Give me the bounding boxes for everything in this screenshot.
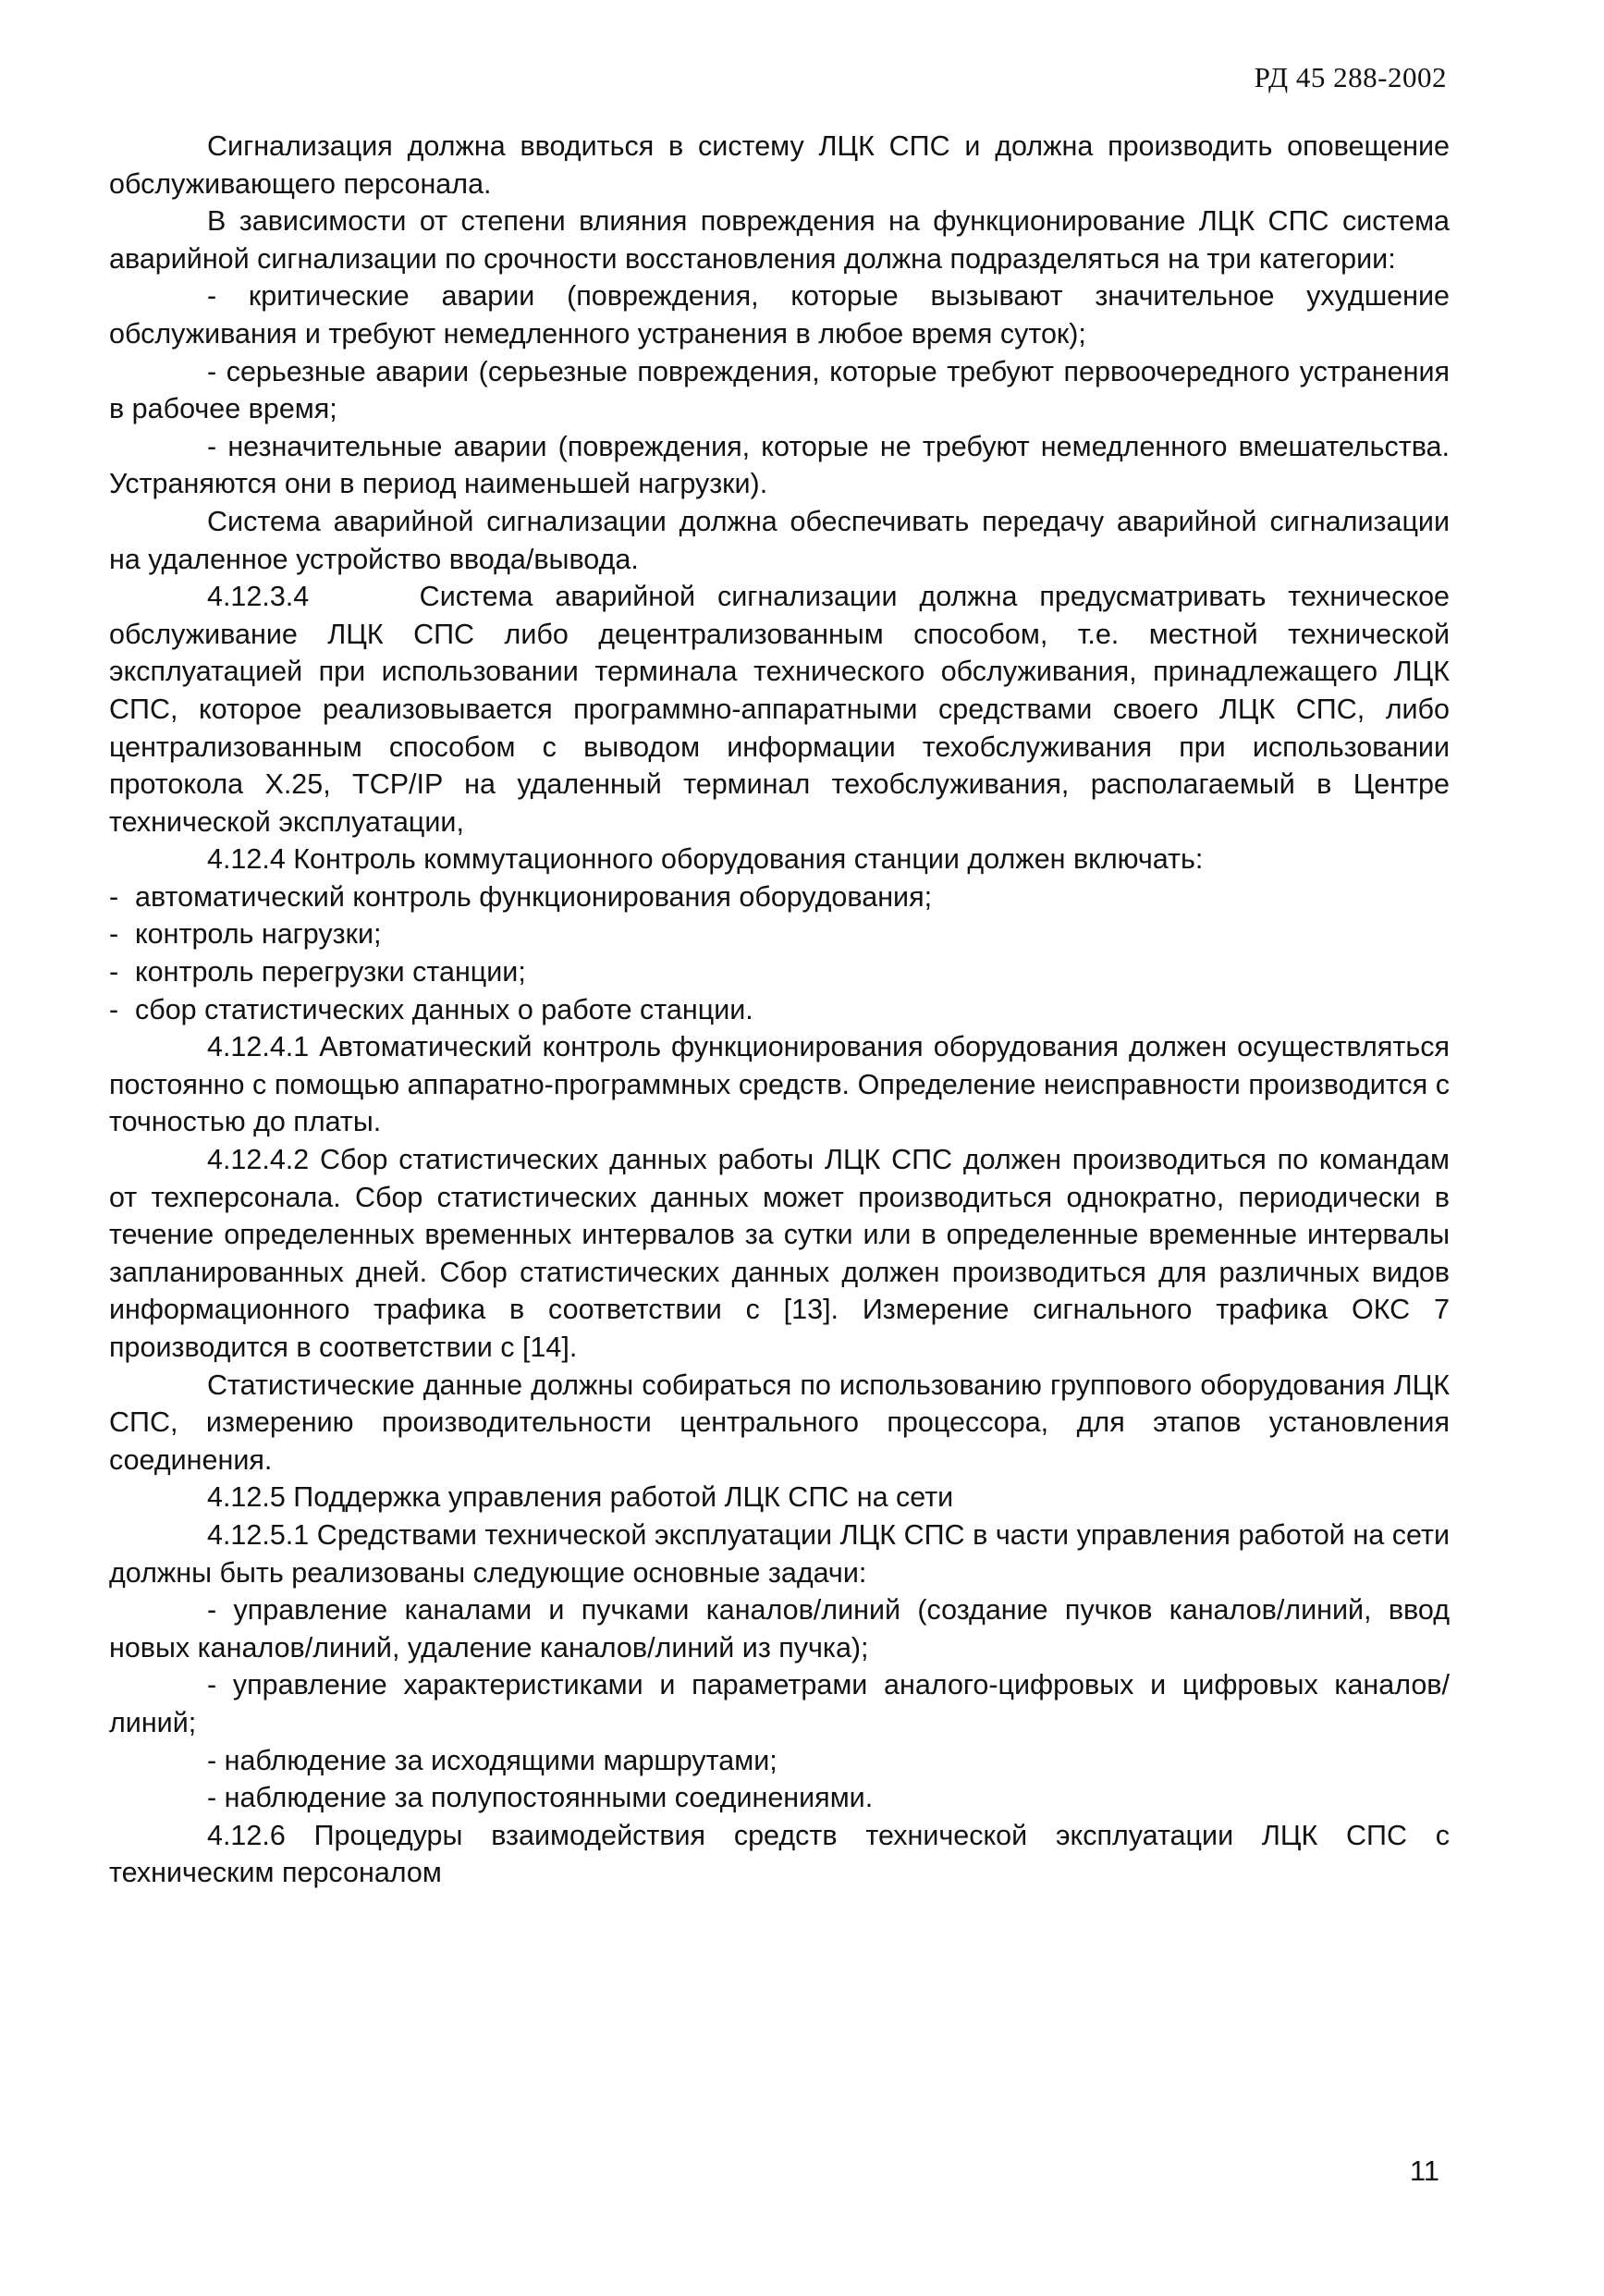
heading-4-12-5: 4.12.5 Поддержка управления работой ЛЦК СПС на сети: [207, 1481, 954, 1514]
paragraph-outgoing-routes: - наблюдение за исходящими маршрутами;: [207, 1744, 778, 1776]
list-item: - сбор статистических данных о работе станции.: [109, 993, 753, 1025]
paragraph-alarm-transfer: Система аварийной сигнализации должна обеспечивать передачу аварийной сигнализации на удаленное устройство ввода/вывода.: [109, 505, 1450, 575]
heading-4-12-6: 4.12.6 Процедуры взаимодействия средств технической эксплуатации ЛЦК СПС с техническим персоналом: [109, 1819, 1450, 1889]
list-item: - автоматический контроль функционирования оборудования;: [109, 880, 933, 913]
paragraph-channel-management: - управление каналами и пучками каналов/линий (создание пучков каналов/линий, ввод новых каналов/линий, удаление каналов/линий из пучка);: [109, 1594, 1450, 1664]
document-code: РД 45 288-2002: [1254, 61, 1447, 93]
paragraph-4-12-4: 4.12.4 Контроль коммутационного оборудования станции должен включать:: [207, 843, 1204, 876]
list-item-text: сбор статистических данных о работе станции.: [135, 993, 753, 1025]
paragraph-semipermanent-connections: - наблюдение за полупостоянными соединениями.: [207, 1782, 874, 1814]
paragraph-signaling: Сигнализация должна вводиться в систему ЛЦК СПС и должна производить оповещение обслуживающего персонала.: [109, 130, 1450, 200]
paragraph-characteristics-management: - управление характеристиками и параметрами аналого-цифровых и цифровых каналов/линий;: [109, 1669, 1450, 1738]
document-body: [109, 128, 1458, 1892]
paragraph-alarm-categories: В зависимости от степени влияния повреждения на функционирование ЛЦК СПС система аварийной сигнализации по срочности восстановления должна подразделяться на три категории:: [109, 205, 1450, 275]
list-item-text: контроль нагрузки;: [135, 918, 382, 951]
paragraph-4-12-3-4: 4.12.3.4 Система аварийной сигнализации должна предусматривать техническое обслуживание ЛЦК СПС либо децентрализованным способом, т.е. местной технической эксплуатацией при использовании терминала технического обслуживания, принадлежащего ЛЦК СПС, которое реализовывается программно-аппаратными средствами своего ЛЦК СПС, либо централизованным способом с выводом информации техобслуживания при использовании протокола Х.25, TCP/IP на удаленный терминал техобслуживания, располагаемый в Центре технической эксплуатации,: [109, 581, 1458, 838]
paragraph-4-12-4-2: 4.12.4.2 Сбор статистических данных работы ЛЦК СПС должен производиться по командам от техперсонала. Сбор статистических данных может производиться однократно, периодически в течение определенных временных интервалов за сутки или в определенные временные интервалы запланированных дней. Сбор статистических данных должен производиться для различных видов информационного трафика в соответствии с [13]. Измерение сигнального трафика ОКС 7 производится в соответствии с [14].: [109, 1144, 1450, 1363]
paragraph-statistics: Статистические данные должны собираться по использованию группового оборудования ЛЦК СПС, измерению производительности центрального процессора, для этапов установления соединения.: [109, 1369, 1450, 1476]
list-item: - контроль перегрузки станции;: [109, 956, 526, 988]
paragraph-critical-alarms: - критические аварии (повреждения, которые вызывают значительное ухудшение обслуживания и требуют немедленного устранения в любое время суток);: [109, 280, 1450, 350]
list-item: - контроль нагрузки;: [109, 918, 382, 951]
list-item-text: контроль перегрузки станции;: [135, 956, 526, 988]
page-number: 11: [1409, 2155, 1439, 2187]
list-item-text: автоматический контроль функционирования оборудования;: [135, 880, 933, 913]
paragraph-4-12-5-1: 4.12.5.1 Средствами технической эксплуатации ЛЦК СПС в части управления работой на сети должны быть реализованы следующие основные задачи:: [109, 1518, 1450, 1589]
paragraph-minor-alarms: - незначительные аварии (повреждения, которые не требуют немедленного вмешательства. Устраняются они в период наименьшей нагрузки).: [109, 430, 1450, 500]
paragraph-serious-alarms: - серьезные аварии (серьезные повреждения, которые требуют первоочередного устранения в рабочее время;: [109, 355, 1450, 425]
paragraph-4-12-4-1: 4.12.4.1 Автоматический контроль функционирования оборудования должен осуществляться постоянно с помощью аппаратно-программных средств. Определение неисправности производится с точностью до платы.: [109, 1031, 1450, 1138]
